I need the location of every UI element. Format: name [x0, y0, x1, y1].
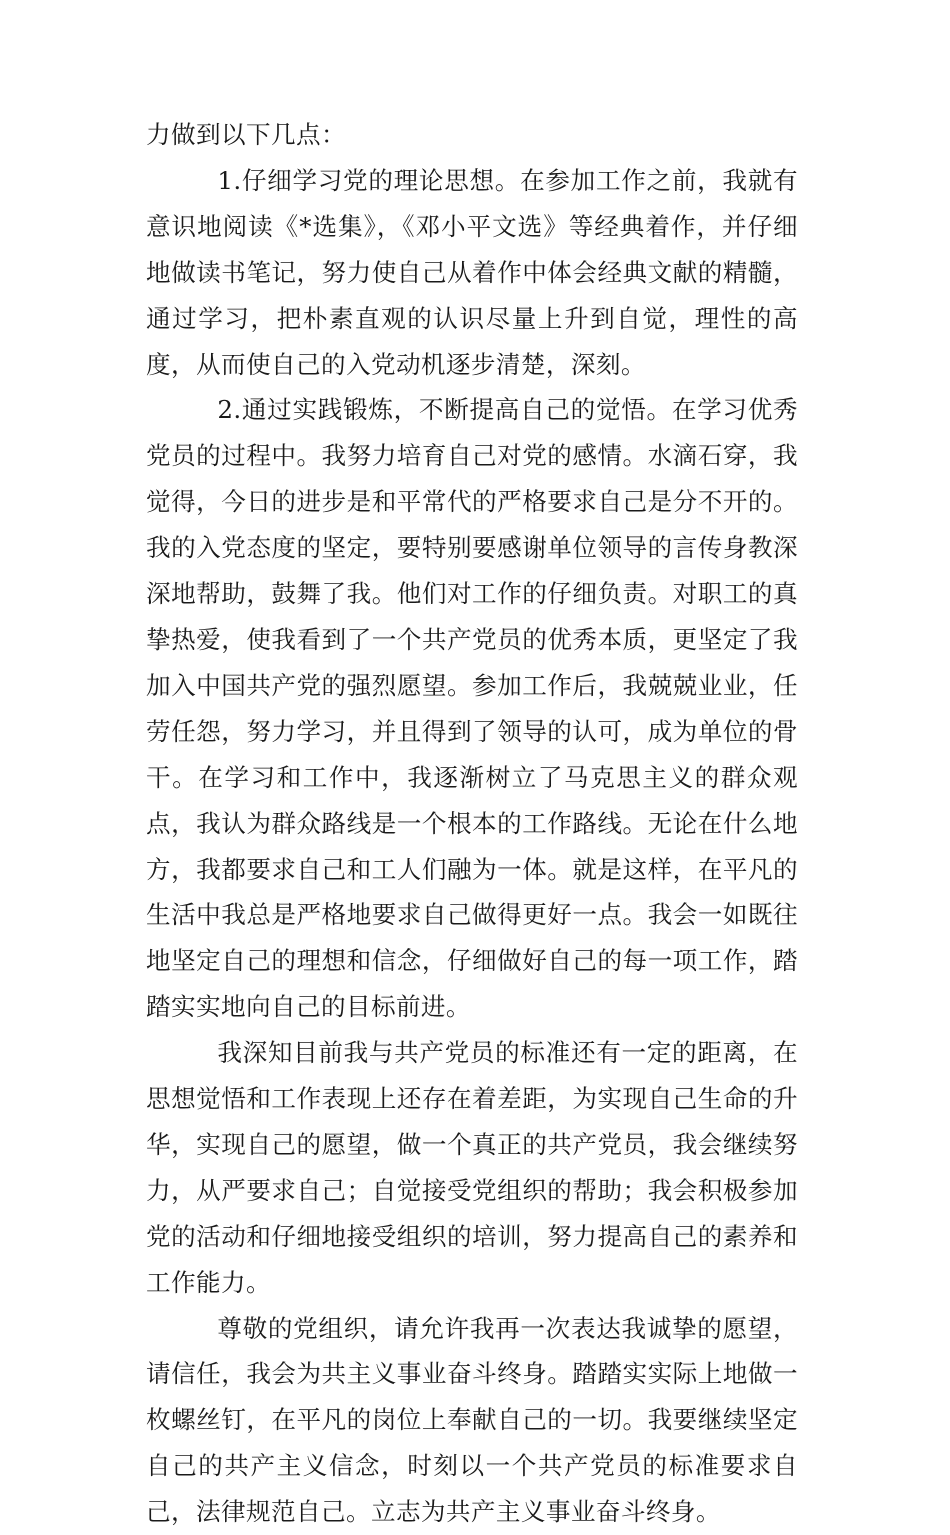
paragraph-self-assessment: 我深知目前我与共产党员的标准还有一定的距离，在思想觉悟和工作表现上还存在着差距，为实现自己生命的升华，实现自己的愿望，做一个真正的共产党员，我会继续努力，从严要求自己；自觉接受党组织的帮助；我会积极参加党的活动和仔细地接受组织的培训，努力提高自己的素养和工作能力。	[146, 1038, 798, 1297]
document-body	[146, 112, 798, 1535]
paragraph-intro: 力做到以下几点：	[146, 120, 346, 149]
paragraph-closing: 尊敬的党组织，请允许我再一次表达我诚挚的愿望，请信任，我会为共主义事业奋斗终身。踏踏实实际上地做一枚螺丝钉，在平凡的岗位上奉献自己的一切。我要继续坚定自己的共产主义信念，时刻以一个共产党员的标准要求自己，法律规范自己。立志为共产主义事业奋斗终身。	[146, 1313, 798, 1527]
paragraph-point-1: 1.仔细学习党的理论思想。在参加工作之前，我就有意识地阅读《*选集》，《邓小平文选》等经典着作，并仔细地做读书笔记，努力使自己从着作中体会经典文献的精髓，通过学习，把朴素直观的认识尽量上升到自觉，理性的高度，从而使自己的入党动机逐步清楚，深刻。	[146, 165, 798, 379]
paragraph-point-2: 2.通过实践锻炼，不断提高自己的觉悟。在学习优秀党员的过程中。我努力培育自己对党的感情。水滴石穿，我觉得，今日的进步是和平常代的严格要求自己是分不开的。我的入党态度的坚定，要特别要感谢单位领导的言传身教深深地帮助，鼓舞了我。他们对工作的仔细负责。对职工的真挚热爱，使我看到了一个共产党员的优秀本质，更坚定了我加入中国共产党的强烈愿望。参加工作后，我兢兢业业，任劳任怨，努力学习，并且得到了领导的认可，成为单位的骨干。在学习和工作中，我逐渐树立了马克思主义的群众观点，我认为群众路线是一个根本的工作路线。无论在什么地方，我都要求自己和工人们融为一体。就是这样，在平凡的生活中我总是严格地要求自己做得更好一点。我会一如既往地坚定自己的理想和信念，仔细做好自己的每一项工作，踏踏实实地向自己的目标前进。	[146, 395, 798, 1022]
